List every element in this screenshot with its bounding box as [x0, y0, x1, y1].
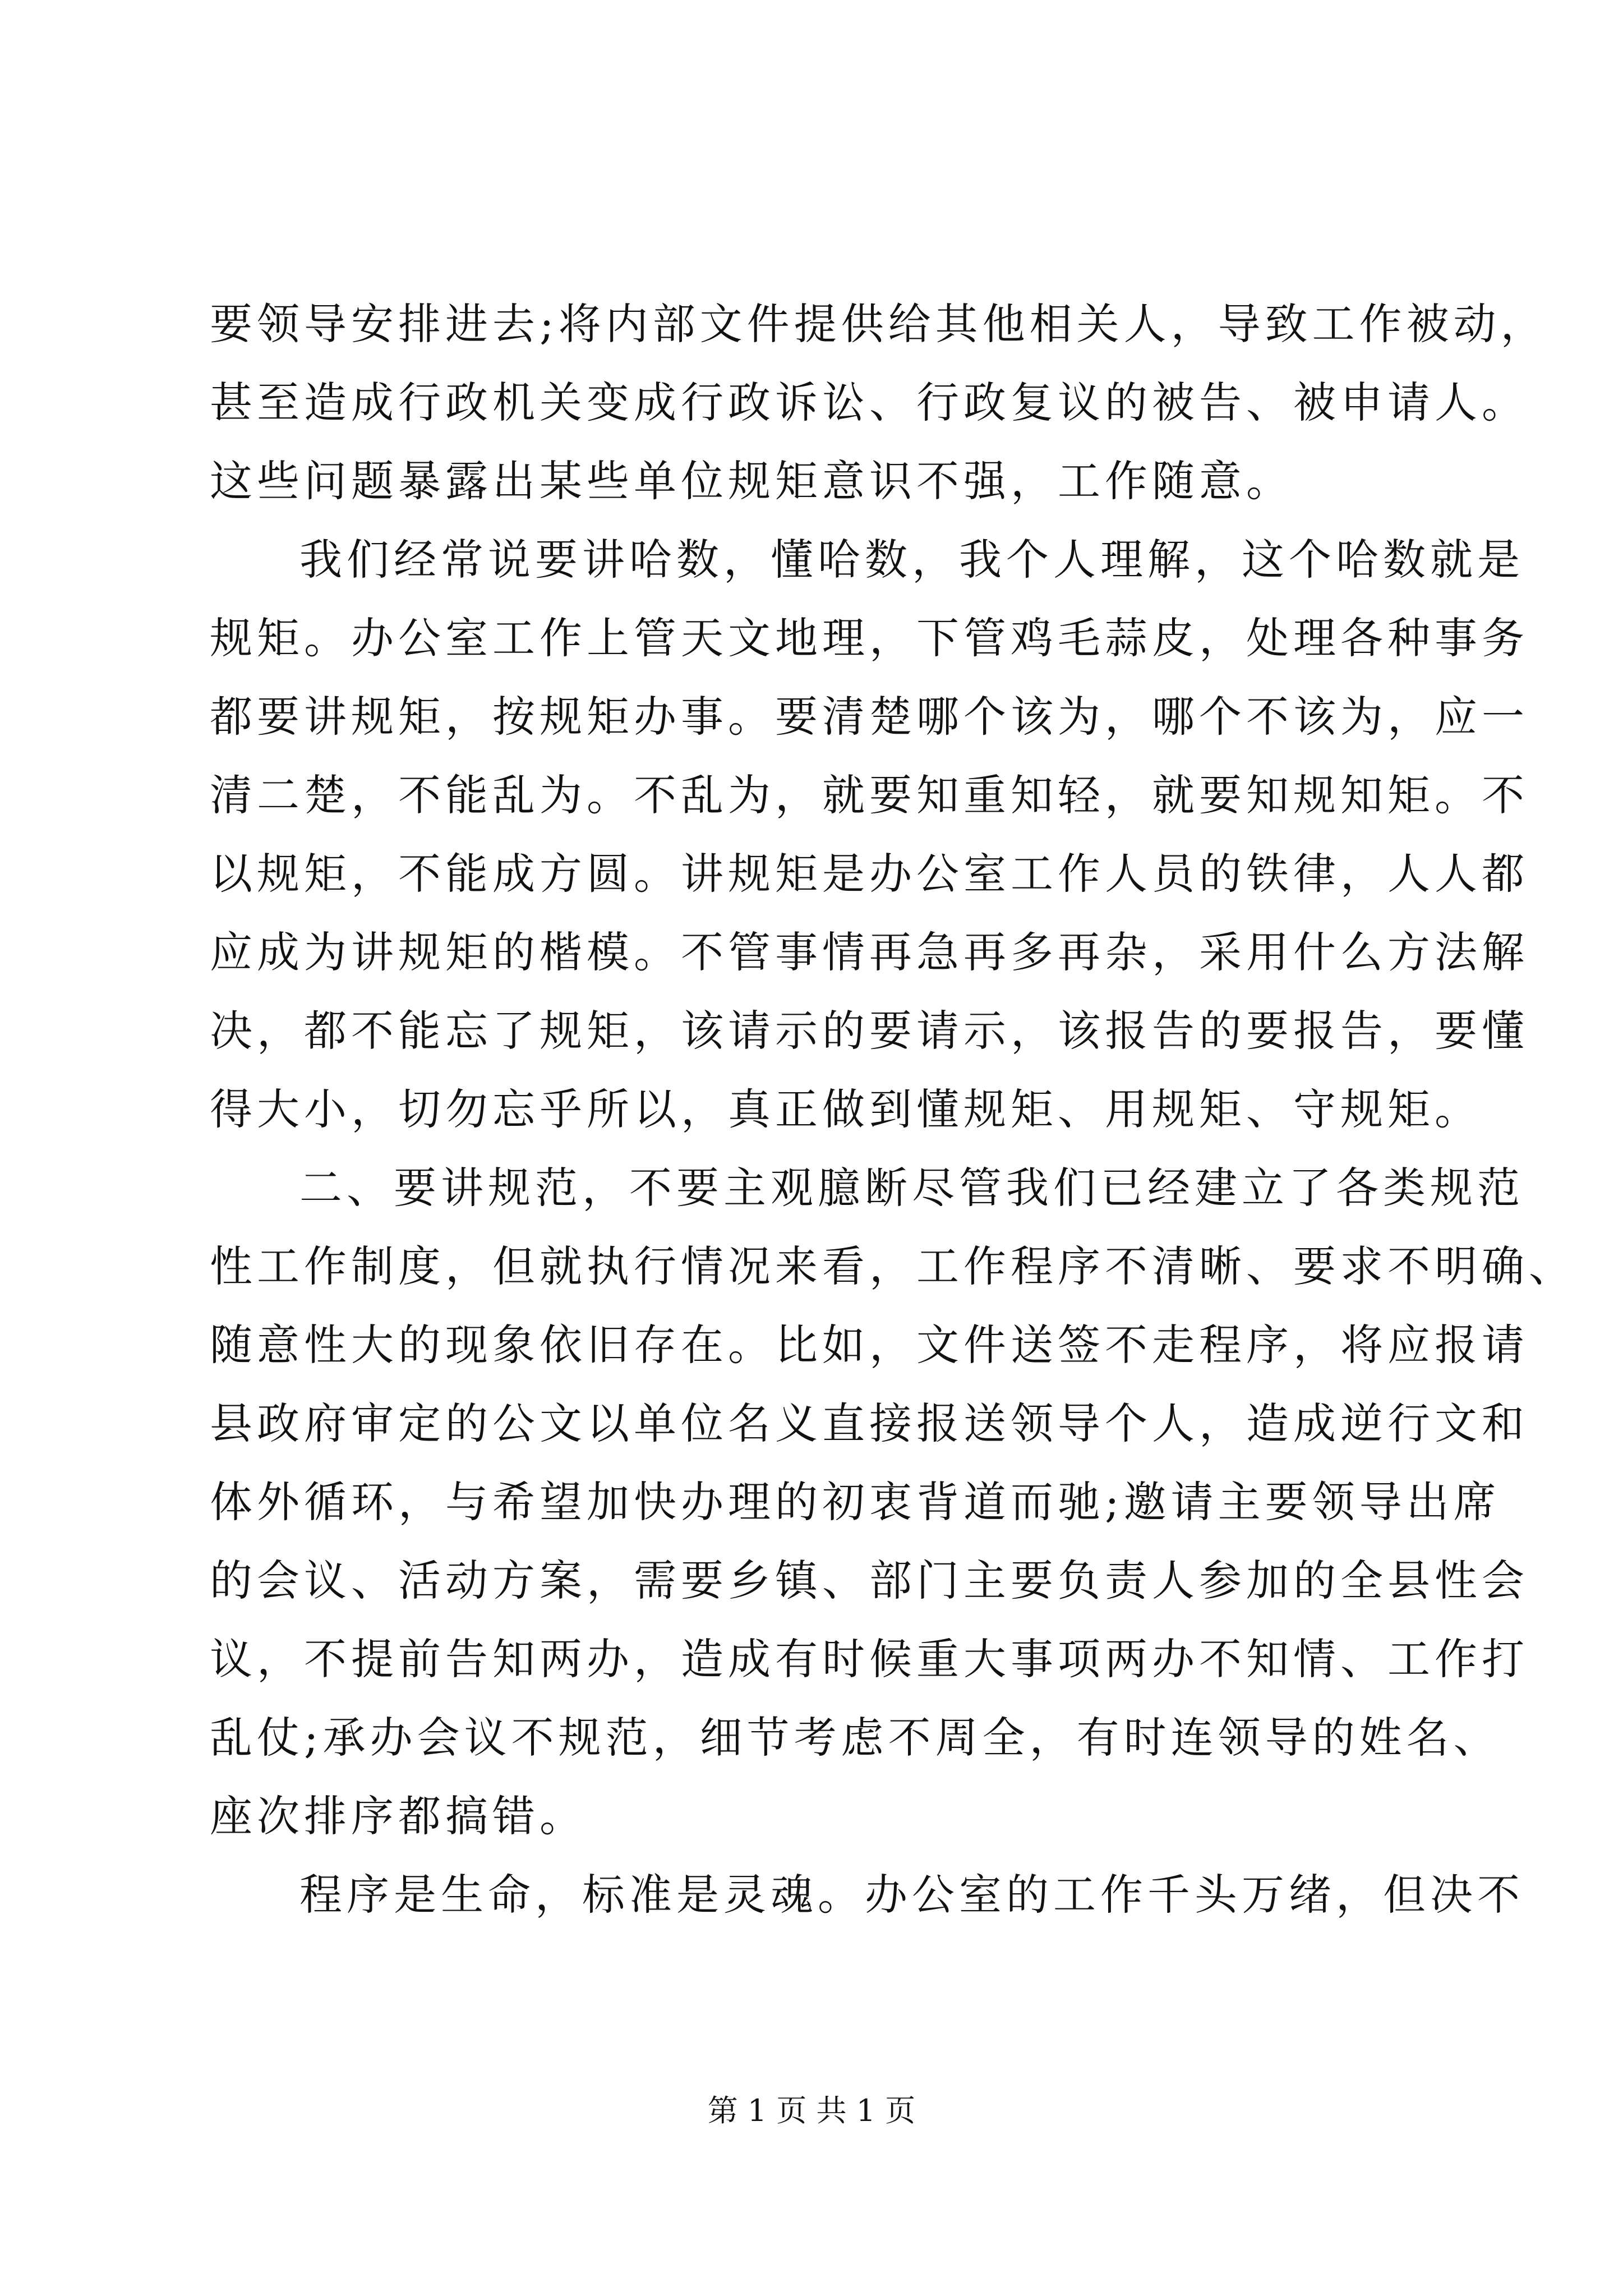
text-line: 清二楚，不能乱为。不乱为，就要知重知轻，就要知规知矩。不 — [210, 770, 1529, 820]
text-line: 决，都不能忘了规矩，该请示的要请示，该报告的要报告，要懂 — [210, 1006, 1529, 1056]
text-line: 座次排序都搞错。 — [210, 1791, 587, 1841]
text-line: 甚至造成行政机关变成行政诉讼、行政复议的被告、被申请人。 — [210, 378, 1529, 427]
text-line: 乱仗;承办会议不规范，细节考虑不周全，有时连领导的姓名、 — [210, 1713, 1501, 1763]
text-line: 随意性大的现象依旧存在。比如，文件送签不走程序，将应报请 — [210, 1320, 1529, 1370]
text-line: 要领导安排进去;将内部文件提供给其他相关人，导致工作被动， — [210, 299, 1548, 349]
text-line: 都要讲规矩，按规矩办事。要清楚哪个该为，哪个不该为，应一 — [210, 692, 1529, 742]
text-line: 性工作制度，但就执行情况来看，工作程序不清晰、要求不明确、 — [210, 1241, 1576, 1291]
paragraph-start-line: 二、要讲规范，不要主观臆断尽管我们已经建立了各类规范 — [299, 1163, 1524, 1213]
text-line: 县政府审定的公文以单位名义直接报送领导个人，造成逆行文和 — [210, 1398, 1529, 1448]
text-line: 的会议、活动方案，需要乡镇、部门主要负责人参加的全县性会 — [210, 1556, 1529, 1605]
paragraph-start-line: 我们经常说要讲哈数，懂哈数，我个人理解，这个哈数就是 — [299, 535, 1524, 585]
text-line: 体外循环，与希望加快办理的初衷背道而驰;邀请主要领导出席 — [210, 1477, 1501, 1527]
text-line: 得大小，切勿忘乎所以，真正做到懂规矩、用规矩、守规矩。 — [210, 1084, 1482, 1134]
paragraph-start-line: 程序是生命，标准是灵魂。办公室的工作千头万绪，但决不 — [299, 1870, 1524, 1920]
page-number-footer: 第 1 页 共 1 页 — [707, 2093, 916, 2128]
text-line: 以规矩，不能成方圆。讲规矩是办公室工作人员的铁律，人人都 — [210, 849, 1529, 899]
text-line: 议，不提前告知两办，造成有时候重大事项两办不知情、工作打 — [210, 1634, 1529, 1684]
text-line: 应成为讲规矩的楷模。不管事情再急再多再杂，采用什么方法解 — [210, 927, 1529, 977]
text-line: 这些问题暴露出某些单位规矩意识不强，工作随意。 — [210, 456, 1293, 506]
text-line: 规矩。办公室工作上管天文地理，下管鸡毛蒜皮，处理各种事务 — [210, 613, 1529, 663]
